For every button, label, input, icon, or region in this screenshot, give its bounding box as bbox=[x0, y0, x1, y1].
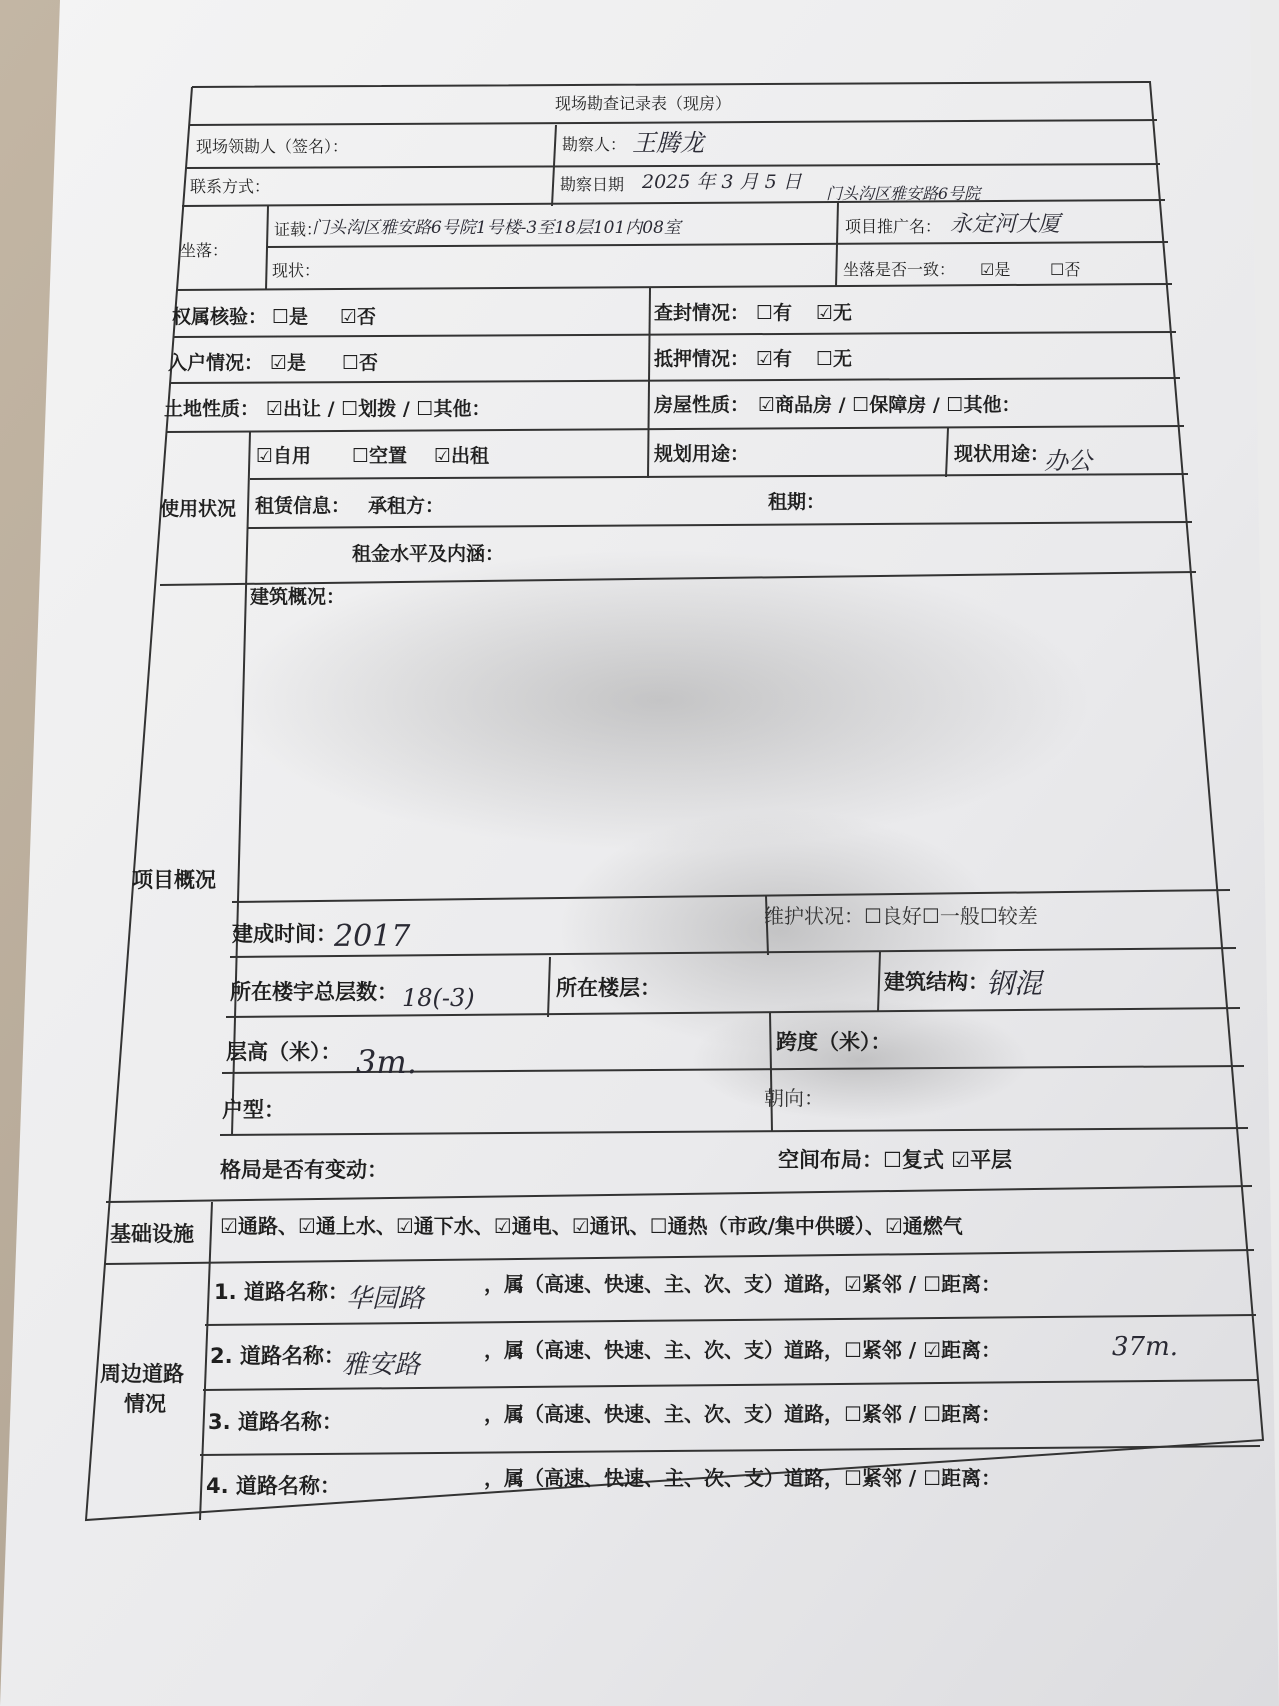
consistent-yes: ☑是 bbox=[980, 260, 1011, 279]
road-label: 1. 道路名称： bbox=[214, 1280, 349, 1304]
structure-value: 钢混 bbox=[986, 967, 1043, 1000]
date-label: 勘察日期 bbox=[560, 175, 625, 194]
planned-use-label: 规划用途： bbox=[654, 443, 750, 465]
entry-no: ☐否 bbox=[342, 352, 379, 374]
road-name: 雅安路 bbox=[342, 1350, 421, 1380]
entry-yes: ☑是 bbox=[270, 352, 307, 374]
usage-self: ☑自用 bbox=[256, 445, 312, 467]
space-layout-label: 空间布局：☐复式 ☑平层 bbox=[778, 1148, 1012, 1172]
mortgage-has: ☑有 bbox=[756, 348, 793, 370]
seizure-label: 查封情况： bbox=[654, 302, 750, 324]
actual-label: 现状： bbox=[272, 261, 321, 280]
surveyor-signature: 王腾龙 bbox=[632, 129, 704, 157]
total-floors-label: 所在楼宇总层数： bbox=[230, 980, 398, 1004]
leader-label: 现场领勘人（签名）： bbox=[196, 137, 349, 156]
built-time-value: 2017 bbox=[334, 919, 411, 954]
road-name: 华园路 bbox=[346, 1284, 425, 1314]
house-options: ☑商品房 / ☐保障房 / ☐其他： bbox=[758, 394, 1021, 416]
road-label: 3. 道路名称： bbox=[208, 1410, 343, 1434]
current-use-label: 现状用途： bbox=[954, 443, 1050, 465]
cert-label: 证载： bbox=[274, 220, 323, 239]
current-use-value: 办公 bbox=[1044, 447, 1092, 475]
road-type: ，属（高速、快速、主、次、支）道路，☐紧邻 / ☐距离： bbox=[484, 1466, 1002, 1490]
lease-term-label: 租期： bbox=[768, 491, 826, 513]
span-label: 跨度（米）： bbox=[776, 1030, 892, 1054]
ownership-yes: ☐是 bbox=[272, 306, 309, 328]
mortgage-none: ☐无 bbox=[816, 348, 853, 370]
cert-value: 门头沟区雅安路6号院1号楼-3至18层101内08室 bbox=[312, 218, 681, 238]
height-label: 层高（米）： bbox=[226, 1040, 342, 1064]
built-time-label: 建成时间： bbox=[232, 922, 337, 946]
layout-change-label: 格局是否有变动： bbox=[220, 1158, 388, 1182]
location-label: 坐落： bbox=[180, 241, 229, 260]
tenant-label: 承租方： bbox=[368, 495, 445, 517]
orientation-label: 朝向： bbox=[764, 1086, 824, 1110]
road-label: 4. 道路名称： bbox=[206, 1474, 341, 1498]
land-options: ☑出让 / ☐划拨 / ☐其他： bbox=[266, 398, 491, 420]
top-note: 门头沟区雅安路6号院 bbox=[826, 184, 981, 203]
road-type: ，属（高速、快速、主、次、支）道路，☐紧邻 / ☐距离： bbox=[484, 1402, 1002, 1426]
ownership-label: 权属核验： bbox=[172, 306, 268, 328]
house-label: 房屋性质： bbox=[654, 394, 750, 416]
ownership-no: ☑否 bbox=[340, 306, 377, 328]
road-distance: 37m. bbox=[1112, 1332, 1179, 1362]
lease-info-label: 租赁信息： bbox=[255, 495, 351, 517]
usage-section: 使用状况 bbox=[160, 498, 237, 520]
height-value: 3m. bbox=[356, 1043, 417, 1081]
promo-value: 永定河大厦 bbox=[950, 212, 1061, 237]
road-type: ，属（高速、快速、主、次、支）道路，☑紧邻 / ☐距离： bbox=[484, 1272, 1002, 1296]
seizure-has: ☐有 bbox=[756, 302, 793, 324]
road-type: ，属（高速、快速、主、次、支）道路，☐紧邻 / ☑距离： bbox=[484, 1338, 1002, 1362]
structure-label: 建筑结构： bbox=[884, 970, 989, 994]
land-label: 土地性质： bbox=[164, 398, 260, 420]
form-title: 现场勘查记录表（现房） bbox=[555, 94, 732, 113]
promo-label: 项目推广名： bbox=[845, 217, 942, 236]
usage-vacant: ☐空置 bbox=[352, 445, 408, 467]
building-overview-label: 建筑概况： bbox=[250, 586, 346, 608]
mortgage-label: 抵押情况： bbox=[654, 348, 750, 370]
contact-label: 联系方式： bbox=[190, 177, 271, 196]
maintenance-label: 维护状况：☐良好☐一般☐较差 bbox=[764, 904, 1038, 928]
road-label: 2. 道路名称： bbox=[210, 1344, 345, 1368]
total-floors-value: 18(-3) bbox=[402, 984, 475, 1012]
infra-section: 基础设施 bbox=[110, 1222, 194, 1246]
rent-label: 租金水平及内涵： bbox=[352, 543, 505, 565]
project-section: 项目概况 bbox=[132, 868, 216, 892]
infra-options: ☑通路、☑通上水、☑通下水、☑通电、☑通讯、☐通热（市政/集中供暖）、☑通燃气 bbox=[220, 1214, 963, 1238]
roads-section-line2: 情况 bbox=[124, 1392, 166, 1416]
surveyor-label: 勘察人： bbox=[562, 135, 627, 154]
floor-label: 所在楼层： bbox=[556, 976, 661, 1000]
consistent-no: ☐否 bbox=[1050, 260, 1081, 279]
usage-rent: ☑出租 bbox=[434, 445, 490, 467]
roads-section-line1: 周边道路 bbox=[100, 1362, 184, 1386]
date-value: 2025 年 3 月 5 日 bbox=[642, 171, 802, 193]
entry-label: 入户情况： bbox=[168, 352, 264, 374]
unit-label: 户型： bbox=[222, 1098, 285, 1122]
consistent-label: 坐落是否一致： bbox=[843, 260, 956, 279]
seizure-none: ☑无 bbox=[816, 302, 853, 324]
